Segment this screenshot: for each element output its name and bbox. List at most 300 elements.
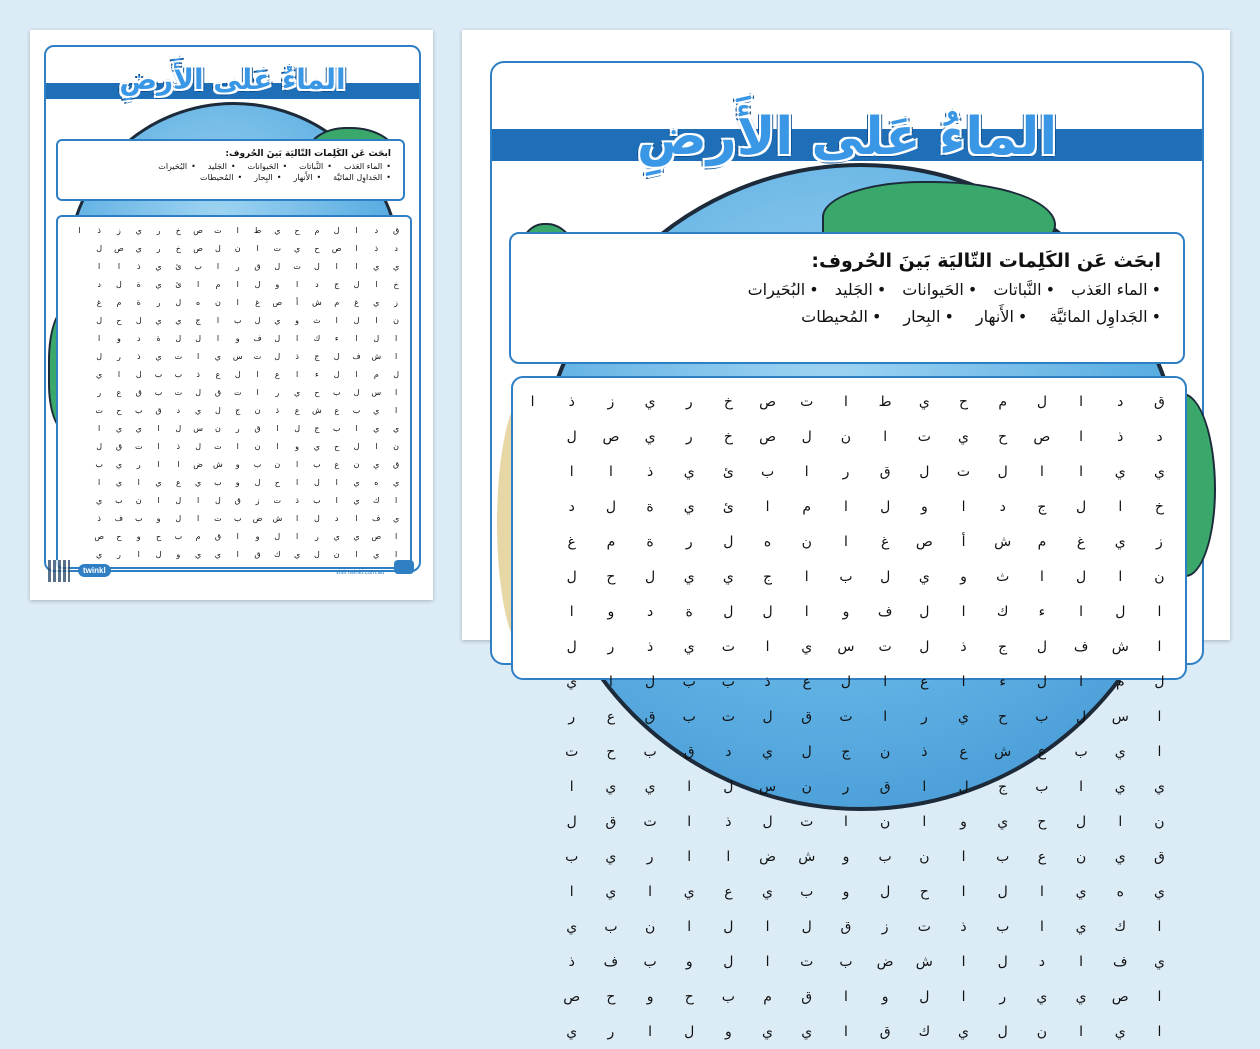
- grid-cell: غ: [567, 533, 576, 550]
- grid-cell: ا: [1118, 813, 1123, 830]
- grid-cell: ز: [394, 297, 399, 307]
- grid-cell: ب: [643, 743, 657, 760]
- word-item: • البُحَيرات: [158, 162, 196, 171]
- grid-cell: م: [1037, 533, 1047, 550]
- grid-cell: ل: [919, 638, 930, 655]
- word-item: • النَّباتات: [993, 280, 1055, 299]
- grid-row: [513, 769, 1179, 804]
- grid-row: [513, 489, 1179, 524]
- grid-cell: ج: [1037, 498, 1047, 515]
- grid-cell: ن: [1036, 1023, 1048, 1040]
- grid-cell: ي: [1114, 848, 1126, 865]
- grid-cell: ر: [607, 1023, 615, 1040]
- grid-cell: ن: [1154, 813, 1165, 830]
- grid-cell: ح: [314, 243, 320, 253]
- grid-cell: ب: [154, 387, 163, 397]
- grid-cell: ك: [996, 603, 1009, 620]
- grid-cell: د: [1038, 953, 1046, 970]
- grid-cell: ل: [314, 513, 320, 523]
- grid-cell: ث: [996, 568, 1010, 585]
- grid-cell: ح: [314, 387, 320, 397]
- grid-cell: و: [235, 459, 240, 469]
- grid-cell: ر: [999, 988, 1007, 1005]
- grid-cell: ر: [646, 848, 654, 865]
- grid-cell: ا: [157, 423, 160, 433]
- grid-cell: ص: [602, 428, 620, 445]
- grid-cell: د: [315, 279, 319, 289]
- grid-cell: ج: [334, 279, 340, 289]
- grid-cell: ل: [135, 315, 142, 325]
- grid-cell: ي: [1153, 953, 1165, 970]
- grid-cell: ي: [958, 428, 969, 445]
- grid-cell: ل: [234, 369, 241, 379]
- grid-cell: ر: [235, 261, 240, 271]
- grid-cell: و: [235, 333, 240, 343]
- word-item: • الماء العَذب: [344, 162, 391, 171]
- grid-cell: ر: [275, 387, 280, 397]
- grid-cell: ب: [154, 369, 163, 379]
- grid-cell: ل: [919, 603, 930, 620]
- grid-cell: ت: [917, 428, 931, 445]
- grid-row: [513, 664, 1179, 699]
- grid-cell: ا: [726, 848, 731, 865]
- grid-cell: و: [117, 333, 121, 343]
- grid-cell: د: [725, 743, 732, 760]
- grid-cell: ذ: [764, 673, 771, 690]
- grid-cell: ب: [682, 673, 696, 690]
- grid-cell: ر: [97, 387, 102, 397]
- grid-cell: ق: [234, 495, 241, 505]
- grid-cell: ل: [801, 428, 812, 445]
- grid-cell: ح: [919, 883, 929, 900]
- preview-sheet[interactable]: [30, 30, 433, 600]
- grid-cell: و: [295, 441, 300, 451]
- grid-cell: م: [334, 297, 340, 307]
- grid-cell: ل: [333, 369, 340, 379]
- grid-row: [69, 473, 406, 491]
- grid-cell: ا: [961, 673, 966, 690]
- grid-cell: ا: [98, 261, 101, 271]
- grid-cell: ت: [174, 387, 183, 397]
- grid-cell: ا: [296, 333, 299, 343]
- grid-cell: ع: [294, 405, 300, 415]
- grid-cell: خ: [723, 428, 733, 445]
- word-item: • البُحَيرات: [748, 280, 819, 299]
- grid-cell: ل: [135, 369, 142, 379]
- grid-row: [69, 401, 406, 419]
- grid-cell: ا: [1079, 953, 1084, 970]
- grid-cell: ج: [998, 638, 1008, 655]
- grid-cell: د: [394, 243, 398, 253]
- grid-cell: ا: [1079, 778, 1084, 795]
- grid-cell: ع: [920, 673, 929, 690]
- grid-cell: و: [646, 988, 654, 1005]
- grid-cell: ر: [156, 225, 161, 235]
- grid-cell: ب: [839, 568, 853, 585]
- grid-cell: ا: [1157, 743, 1162, 760]
- grid-cell: ي: [918, 393, 930, 410]
- grid-cell: ق: [1154, 848, 1165, 865]
- grid-cell: ب: [1035, 708, 1049, 725]
- grid-cell: ه: [196, 297, 201, 307]
- grid-cell: د: [568, 498, 575, 515]
- grid-cell: ا: [375, 279, 378, 289]
- grid-cell: ي: [683, 463, 695, 480]
- grid-cell: ن: [880, 813, 891, 830]
- grid-cell: ص: [193, 225, 203, 235]
- grid-row: [513, 594, 1179, 629]
- grid-cell: ل: [566, 428, 577, 445]
- grid-cell: ي: [1114, 743, 1126, 760]
- grid-cell: ت: [214, 513, 222, 523]
- grid-cell: ص: [1111, 988, 1129, 1005]
- grid-cell: ل: [116, 279, 122, 289]
- grid-cell: ا: [216, 333, 220, 343]
- grid-cell: ي: [1075, 988, 1087, 1005]
- grid-cell: ب: [174, 369, 183, 379]
- grid-cell: ي: [1153, 463, 1165, 480]
- grid-cell: ا: [394, 387, 398, 397]
- grid-cell: ح: [606, 568, 616, 585]
- grid-cell: ي: [683, 498, 695, 515]
- grid-cell: ص: [371, 531, 382, 541]
- grid-cell: س: [1111, 708, 1129, 725]
- word-item: • الأَنهار: [976, 307, 1027, 326]
- grid-cell: ق: [155, 405, 162, 415]
- grid-cell: ر: [685, 533, 693, 550]
- grid-cell: ي: [353, 495, 360, 505]
- grid-cell: ء: [1038, 603, 1046, 620]
- grid-cell: ك: [373, 495, 380, 505]
- word-item: • المُحيطات: [200, 173, 242, 182]
- grid-cell: ا: [394, 531, 398, 541]
- grid-cell: و: [842, 603, 850, 620]
- zoomed-sheet[interactable]: [462, 30, 1230, 1040]
- grid-cell: ق: [840, 918, 852, 935]
- grid-cell: د: [97, 279, 101, 289]
- grid-cell: ن: [644, 918, 656, 935]
- grid-cell: ا: [296, 279, 299, 289]
- grid-cell: ف: [114, 513, 124, 523]
- grid-cell: ص: [94, 531, 104, 541]
- grid-cell: ي: [155, 261, 162, 271]
- grid-cell: ل: [566, 638, 577, 655]
- grid-cell: ا: [1157, 988, 1162, 1005]
- grid-cell: ل: [195, 387, 202, 397]
- grid-cell: ا: [117, 369, 121, 379]
- grid-cell: ع: [274, 369, 280, 379]
- grid-row: [69, 365, 406, 383]
- grid-cell: ئ: [175, 279, 182, 289]
- grid-cell: ب: [214, 477, 222, 487]
- grid-row: [69, 419, 406, 437]
- word-list: [58, 171, 403, 182]
- grid-cell: ا: [117, 261, 121, 271]
- grid-row: [513, 629, 1179, 664]
- grid-cell: ت: [565, 743, 579, 760]
- grid-cell: ا: [296, 477, 299, 487]
- grid-cell: ي: [392, 423, 400, 433]
- grid-cell: ب: [115, 495, 123, 505]
- grid-cell: ن: [254, 441, 261, 451]
- grid-cell: ا: [216, 315, 220, 325]
- grid-cell: د: [646, 603, 654, 620]
- grid-cell: ا: [687, 813, 692, 830]
- grid-cell: ح: [155, 531, 162, 541]
- grid-cell: ل: [274, 531, 281, 541]
- grid-cell: ي: [135, 243, 142, 253]
- grid-cell: ع: [1037, 743, 1047, 760]
- grid-cell: ي: [392, 477, 400, 487]
- grid-cell: ا: [197, 495, 200, 505]
- grid-cell: ي: [115, 459, 123, 469]
- grid-cell: ن: [274, 459, 281, 469]
- grid-cell: و: [881, 988, 889, 1005]
- grid-cell: ب: [174, 531, 183, 541]
- grid-cell: ذ: [176, 441, 181, 451]
- grid-cell: ح: [116, 531, 122, 541]
- word-item: • البِحار: [254, 173, 281, 182]
- sheet-title: الماءُ عَلى الأَرضِ: [636, 107, 1058, 167]
- grid-cell: ي: [644, 393, 656, 410]
- grid-cell: ا: [355, 369, 358, 379]
- grid-cell: ع: [116, 387, 122, 397]
- grid-cell: ت: [956, 463, 971, 480]
- grid-cell: ب: [194, 261, 202, 271]
- grid-cell: ق: [879, 778, 891, 795]
- grid-cell: ا: [687, 778, 692, 795]
- grid-cell: ب: [1035, 778, 1049, 795]
- grid-cell: ا: [1157, 1023, 1162, 1040]
- grid-cell: د: [374, 225, 379, 235]
- grid-cell: ح: [274, 477, 280, 487]
- grid-cell: ي: [997, 813, 1009, 830]
- grid-cell: ة: [685, 603, 693, 620]
- grid-cell: ا: [883, 428, 888, 445]
- grid-cell: ل: [353, 387, 360, 397]
- grid-cell: ش: [915, 953, 933, 970]
- grid-cell: ي: [214, 351, 222, 361]
- grid-cell: ا: [1079, 428, 1084, 445]
- grid-cell: ز: [1156, 533, 1163, 550]
- grid-cell: ص: [272, 297, 283, 307]
- grid-cell: ق: [115, 441, 123, 451]
- grid-cell: ن: [919, 848, 930, 865]
- grid-cell: ا: [197, 513, 200, 523]
- word-list: [58, 162, 403, 171]
- grid-cell: ع: [959, 743, 968, 760]
- grid-cell: ا: [569, 603, 574, 620]
- grid-cell: ي: [1075, 883, 1087, 900]
- grid-cell: ص: [759, 428, 776, 445]
- grid-cell: ا: [804, 463, 809, 480]
- grid-cell: ن: [880, 743, 891, 760]
- grid-cell: ا: [137, 549, 140, 559]
- grid-cell: ا: [844, 533, 848, 550]
- grid-cell: ي: [801, 1023, 813, 1040]
- grid-cell: ي: [115, 477, 123, 487]
- grid-cell: و: [295, 315, 300, 325]
- grid-cell: ل: [274, 333, 281, 343]
- grid-cell: ع: [606, 708, 616, 725]
- grid-cell: ا: [296, 531, 299, 541]
- grid-cell: ل: [645, 673, 656, 690]
- grid-cell: ي: [605, 883, 617, 900]
- grid-cell: ا: [236, 441, 239, 451]
- grid-cell: ث: [313, 315, 321, 325]
- grid-cell: م: [195, 531, 201, 541]
- grid-cell: ق: [392, 225, 400, 235]
- grid-cell: ب: [565, 848, 579, 865]
- grid-cell: د: [136, 333, 141, 343]
- grid-cell: ل: [919, 463, 930, 480]
- grid-cell: ل: [274, 351, 281, 361]
- grid-cell: ب: [233, 513, 242, 523]
- grid-cell: ل: [723, 918, 734, 935]
- grid-cell: ل: [333, 351, 340, 361]
- grid-cell: ص: [114, 243, 124, 253]
- grid-cell: ي: [1075, 918, 1087, 935]
- grid-row: [513, 559, 1179, 594]
- grid-cell: ب: [682, 708, 696, 725]
- instructions-box: [509, 232, 1185, 364]
- grid-cell: ا: [355, 225, 358, 235]
- grid-cell: ي: [1114, 778, 1126, 795]
- grid-cell: ل: [723, 603, 734, 620]
- grid-cell: ت: [95, 405, 103, 415]
- grid-row: [513, 699, 1179, 734]
- grid-cell: ق: [392, 459, 400, 469]
- grid-cell: ي: [353, 477, 360, 487]
- grid-cell: ا: [355, 423, 358, 433]
- grid-cell: ذ: [97, 225, 101, 235]
- grid-cell: ر: [235, 423, 240, 433]
- grid-cell: ل: [1076, 708, 1087, 725]
- grid-cell: ي: [373, 261, 380, 271]
- grid-row: [513, 384, 1179, 419]
- grid-cell: ي: [195, 477, 202, 487]
- grid-cell: ل: [723, 778, 734, 795]
- grid-cell: ن: [135, 495, 142, 505]
- grid-cell: ت: [214, 441, 222, 451]
- grid-cell: ذ: [921, 743, 928, 760]
- grid-cell: ج: [998, 778, 1008, 795]
- grid-cell: ي: [155, 315, 162, 325]
- grid-cell: ق: [1154, 393, 1165, 410]
- grid-cell: ر: [156, 243, 161, 253]
- grid-cell: ا: [296, 369, 299, 379]
- grid-cell: ي: [762, 1023, 774, 1040]
- grid-cell: ا: [569, 883, 574, 900]
- grid-cell: ل: [605, 498, 616, 515]
- grid-cell: ب: [604, 918, 618, 935]
- grid-cell: ا: [236, 297, 239, 307]
- grid-cell: خ: [175, 225, 181, 235]
- grid-cell: و: [176, 549, 181, 559]
- grid-cell: ع: [334, 459, 340, 469]
- grid-cell: ل: [723, 953, 734, 970]
- grid-cell: ا: [608, 463, 613, 480]
- grid-cell: ء: [999, 673, 1006, 690]
- grid-cell: ل: [762, 708, 773, 725]
- grid-cell: ب: [996, 848, 1010, 865]
- instructions-heading: ابحَث عَن الكَلِمات التّاليَة بَينَ الحُروف:: [225, 149, 391, 159]
- grid-cell: ا: [1118, 568, 1123, 585]
- grid-cell: أ: [961, 533, 966, 550]
- grid-cell: ا: [804, 568, 809, 585]
- grid-cell: د: [1156, 428, 1163, 445]
- grid-cell: ح: [998, 708, 1008, 725]
- grid-cell: ل: [1036, 673, 1047, 690]
- grid-cell: ا: [1079, 1023, 1084, 1040]
- grid-cell: ق: [254, 549, 261, 559]
- grid-cell: ض: [252, 513, 263, 523]
- grid-cell: ج: [195, 315, 201, 325]
- grid-cell: ش: [994, 533, 1012, 550]
- grid-cell: ب: [1074, 743, 1088, 760]
- grid-cell: ب: [878, 848, 892, 865]
- grid-cell: أ: [296, 297, 299, 307]
- grid-cell: ا: [276, 441, 279, 451]
- grid-cell: ت: [643, 813, 657, 830]
- word-item: • الحَيوانات: [902, 280, 977, 299]
- grid-cell: ي: [135, 423, 142, 433]
- grid-cell: ا: [844, 498, 848, 515]
- grid-cell: ل: [373, 333, 380, 343]
- grid-cell: ب: [800, 883, 814, 900]
- grid-cell: ذ: [196, 369, 200, 379]
- grid-cell: ر: [842, 778, 850, 795]
- word-item: • المُحيطات: [801, 307, 881, 326]
- grid-cell: ا: [961, 883, 966, 900]
- grid-cell: ف: [1113, 953, 1128, 970]
- grid-cell: و: [920, 498, 928, 515]
- grid-cell: ن: [214, 423, 221, 433]
- grid-cell: ل: [314, 549, 320, 559]
- grid-cell: ل: [274, 261, 281, 271]
- grid-cell: ل: [175, 423, 182, 433]
- grid-cell: ة: [136, 297, 141, 307]
- grid-cell: ج: [314, 351, 320, 361]
- word-item: • الجَداوِل المائيَّة: [1049, 307, 1161, 326]
- grid-cell: د: [176, 405, 181, 415]
- grid-cell: ي: [762, 743, 774, 760]
- grid-cell: ب: [721, 988, 735, 1005]
- grid-cell: ل: [880, 883, 891, 900]
- grid-cell: ق: [683, 743, 695, 760]
- grid-cell: ا: [98, 333, 101, 343]
- grid-cell: ر: [117, 351, 121, 361]
- badge-icon: [394, 560, 414, 574]
- word-list: [511, 280, 1183, 299]
- grid-cell: م: [802, 498, 812, 515]
- grid-cell: ا: [569, 778, 574, 795]
- grid-cell: ا: [648, 1023, 653, 1040]
- grid-cell: ل: [195, 333, 202, 343]
- grid-cell: ن: [393, 315, 400, 325]
- grid-cell: ئ: [722, 463, 734, 480]
- grid-cell: و: [842, 848, 850, 865]
- grid-cell: ا: [355, 333, 358, 343]
- grid-cell: ل: [684, 1023, 695, 1040]
- grid-cell: ل: [353, 315, 360, 325]
- grid-cell: ي: [605, 848, 617, 865]
- grid-cell: ذ: [374, 243, 379, 253]
- grid-cell: ج: [763, 568, 773, 585]
- grid-cell: ل: [314, 477, 320, 487]
- grid-cell: ب: [233, 315, 242, 325]
- grid-cell: ذ: [725, 813, 732, 830]
